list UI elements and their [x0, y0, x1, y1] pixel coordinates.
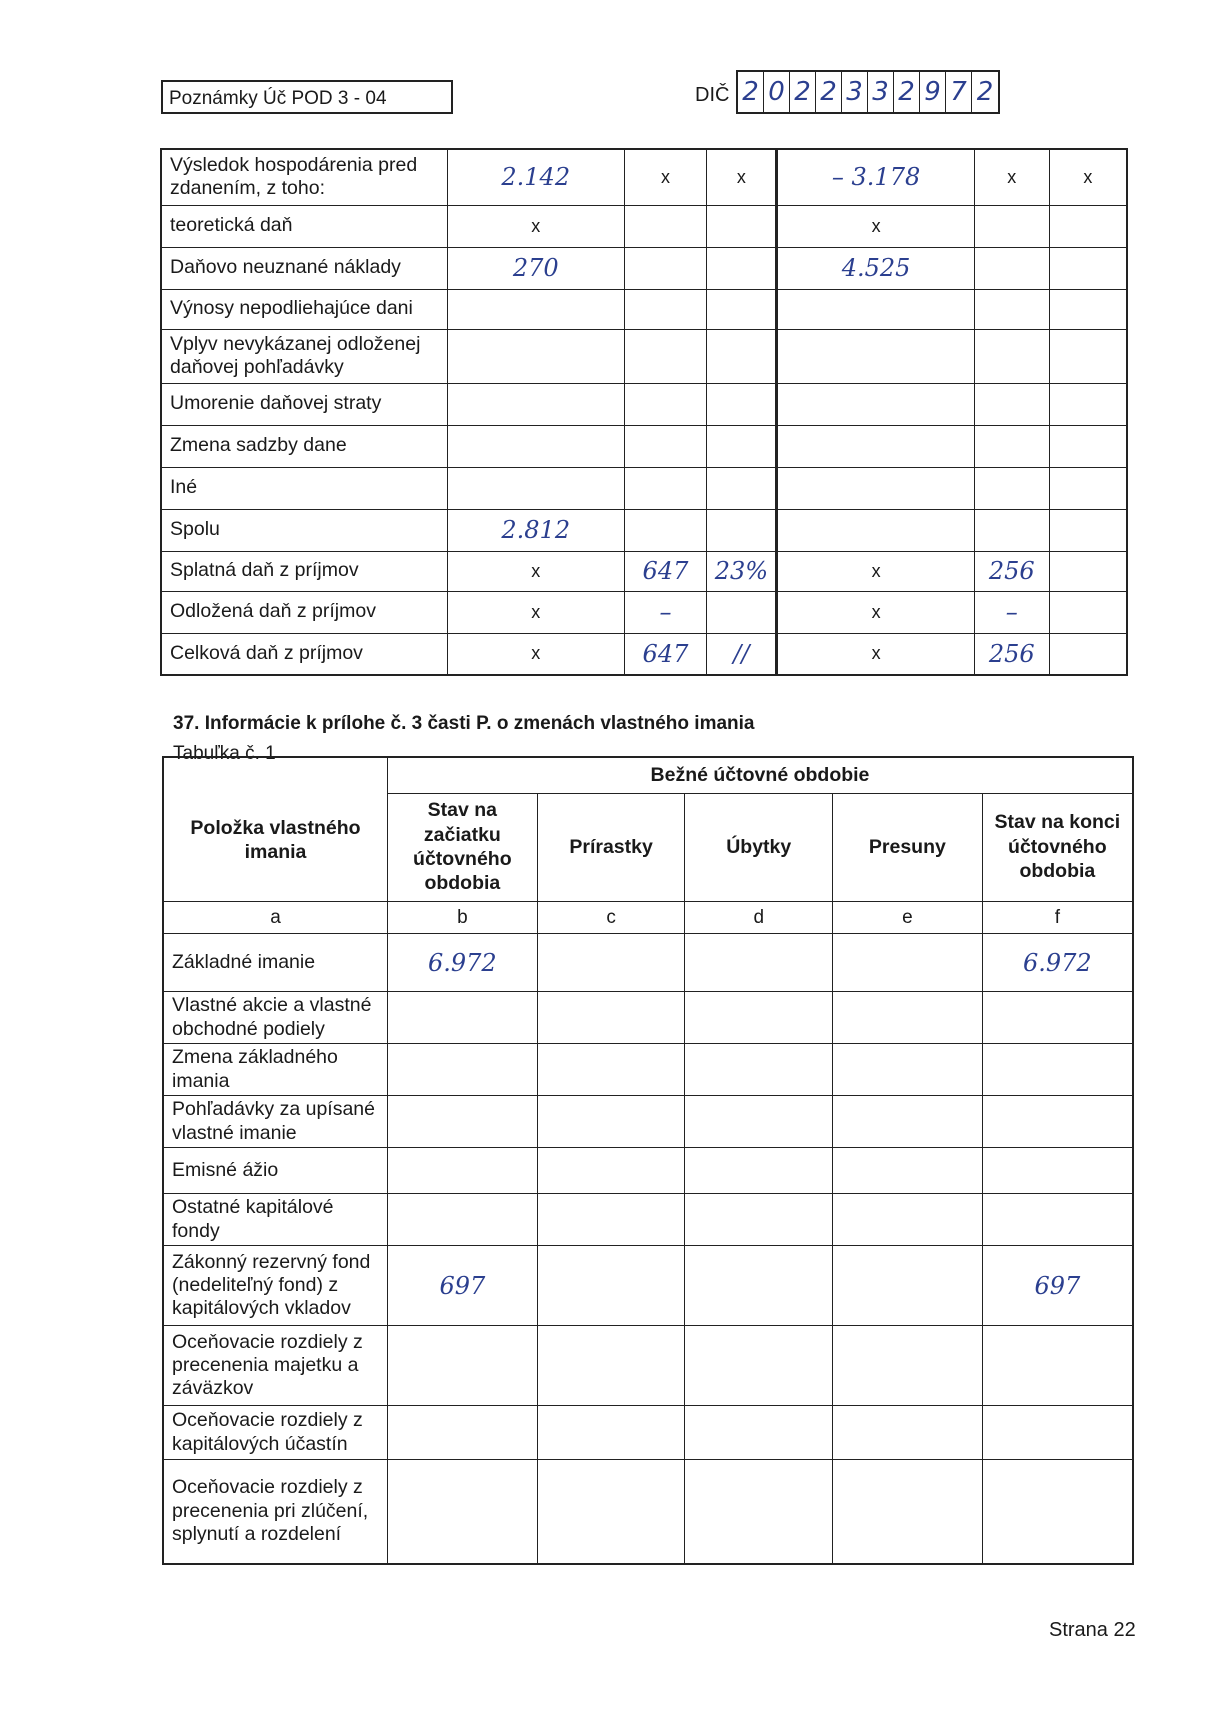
equity-row-label: Oceňovacie rozdiely z precenenia pri zlúčení, splynutí a rozdelení — [163, 1460, 387, 1564]
dic-digit: 2 — [816, 72, 842, 112]
tax-cell — [777, 509, 975, 551]
tax-row — [161, 383, 1127, 425]
section-title: 37. Informácie k prílohe č. 3 časti P. o zmenách vlastného imania — [173, 713, 755, 734]
tax-cell — [777, 383, 975, 425]
equity-cell — [833, 1246, 983, 1326]
tax-row — [161, 329, 1127, 383]
tax-cell — [707, 509, 777, 551]
tax-cell — [707, 467, 777, 509]
tax-cell — [777, 467, 975, 509]
tax-cell — [707, 425, 777, 467]
equity-cell — [833, 992, 983, 1044]
tax-row — [161, 205, 1127, 247]
equity-cell — [685, 1194, 833, 1246]
equity-row — [163, 1044, 1133, 1096]
equity-cell — [685, 934, 833, 992]
tax-cell: x — [777, 633, 975, 675]
equity-cell — [537, 1194, 685, 1246]
dic-digit: 7 — [946, 72, 972, 112]
tax-cell — [624, 383, 707, 425]
dic-digit: 2 — [738, 72, 764, 112]
equity-row-label: Pohľadávky za upísané vlastné imanie — [163, 1096, 387, 1148]
tax-row-label: Iné — [161, 467, 447, 509]
dic-digit: 2 — [894, 72, 920, 112]
equity-cell — [833, 934, 983, 992]
column-header-decreases: Úbytky — [685, 793, 833, 901]
tax-cell: x — [624, 149, 707, 205]
equity-row-label: Oceňovacie rozdiely z kapitálových účastín — [163, 1406, 387, 1460]
column-header-transfers: Presuny — [833, 793, 983, 901]
tax-cell — [974, 509, 1049, 551]
tax-cell — [624, 247, 707, 289]
equity-cell — [833, 1406, 983, 1460]
equity-row-label: Základné imanie — [163, 934, 387, 992]
equity-row-label: Emisné ážio — [163, 1148, 387, 1194]
column-letter: f — [982, 901, 1133, 934]
tax-cell: 2.142 — [447, 149, 624, 205]
equity-cell — [537, 1096, 685, 1148]
tax-row — [161, 149, 1127, 205]
column-letter: b — [387, 901, 537, 934]
tax-cell — [1049, 551, 1127, 591]
tax-row — [161, 467, 1127, 509]
dic-digit: 0 — [764, 72, 790, 112]
equity-cell — [685, 1406, 833, 1460]
tax-cell — [777, 329, 975, 383]
equity-row-label: Zmena základného imania — [163, 1044, 387, 1096]
tax-cell — [1049, 425, 1127, 467]
equity-row — [163, 934, 1133, 992]
tax-cell — [1049, 383, 1127, 425]
tax-cell — [1049, 247, 1127, 289]
tax-cell: x — [1049, 149, 1127, 205]
equity-row — [163, 1148, 1133, 1194]
tax-row — [161, 591, 1127, 633]
tax-row-label: Daňovo neuznané náklady — [161, 247, 447, 289]
tax-cell — [974, 383, 1049, 425]
equity-cell — [537, 1148, 685, 1194]
tax-row-label: Celková daň z príjmov — [161, 633, 447, 675]
tax-reconciliation-table — [160, 148, 1128, 676]
equity-cell — [387, 992, 537, 1044]
tax-cell — [1049, 289, 1127, 329]
tax-cell — [447, 425, 624, 467]
equity-cell — [387, 1326, 537, 1406]
equity-cell — [833, 1044, 983, 1096]
tax-cell: – — [624, 591, 707, 633]
tax-cell — [447, 289, 624, 329]
tax-cell: 270 — [447, 247, 624, 289]
equity-cell — [685, 992, 833, 1044]
tax-cell: x — [707, 149, 777, 205]
equity-cell — [982, 1406, 1133, 1460]
equity-cell — [982, 1326, 1133, 1406]
equity-row-label: Zákonný rezervný fond (nedeliteľný fond) z kapitálových vkladov — [163, 1246, 387, 1326]
tax-cell: x — [777, 591, 975, 633]
equity-cell — [387, 1148, 537, 1194]
tax-cell — [707, 205, 777, 247]
tax-cell — [624, 329, 707, 383]
tax-row-label: Umorenie daňovej straty — [161, 383, 447, 425]
equity-cell — [537, 1460, 685, 1564]
tax-cell — [624, 509, 707, 551]
equity-cell: 6.972 — [982, 934, 1133, 992]
tax-cell: 2.812 — [447, 509, 624, 551]
tax-cell — [974, 329, 1049, 383]
column-header-item-label: Položka vlastného imania — [190, 817, 361, 864]
equity-cell — [833, 1460, 983, 1564]
equity-cell — [833, 1194, 983, 1246]
column-header-start: Stav na začiatku účtovného obdobia — [387, 793, 537, 901]
equity-row — [163, 1460, 1133, 1564]
tax-cell — [777, 289, 975, 329]
tax-cell — [624, 289, 707, 329]
tax-cell — [447, 383, 624, 425]
tax-cell: x — [447, 205, 624, 247]
tax-cell — [624, 205, 707, 247]
equity-cell — [982, 1460, 1133, 1564]
tax-cell: 647 — [624, 633, 707, 675]
equity-cell — [982, 1096, 1133, 1148]
tax-cell — [974, 289, 1049, 329]
tax-cell: 4.525 — [777, 247, 975, 289]
equity-cell — [685, 1096, 833, 1148]
tax-cell: x — [974, 149, 1049, 205]
notes-form-label: Poznámky Úč POD 3 - 04 — [161, 80, 453, 114]
column-letter: d — [685, 901, 833, 934]
tax-row-label: Odložená daň z príjmov — [161, 591, 447, 633]
tax-cell: 256 — [974, 633, 1049, 675]
column-header-item — [163, 757, 387, 901]
tax-row — [161, 633, 1127, 675]
tax-cell — [1049, 591, 1127, 633]
tax-row-label: teoretická daň — [161, 205, 447, 247]
equity-cell — [685, 1460, 833, 1564]
equity-cell — [387, 1460, 537, 1564]
equity-cell — [685, 1148, 833, 1194]
equity-cell — [387, 1096, 537, 1148]
tax-cell: – — [974, 591, 1049, 633]
equity-cell — [833, 1096, 983, 1148]
tax-row — [161, 551, 1127, 591]
dic-digit: 3 — [868, 72, 894, 112]
equity-cell: 697 — [982, 1246, 1133, 1326]
equity-changes-table — [162, 756, 1134, 1565]
equity-row — [163, 1194, 1133, 1246]
equity-cell — [982, 1044, 1133, 1096]
tax-row — [161, 289, 1127, 329]
tax-cell — [707, 247, 777, 289]
tax-cell: x — [447, 591, 624, 633]
tax-cell — [974, 467, 1049, 509]
equity-cell — [387, 1194, 537, 1246]
equity-row — [163, 1246, 1133, 1326]
column-letter: c — [537, 901, 685, 934]
equity-cell — [537, 1246, 685, 1326]
equity-cell — [982, 1148, 1133, 1194]
equity-row — [163, 1326, 1133, 1406]
equity-cell — [833, 1148, 983, 1194]
equity-cell — [833, 1326, 983, 1406]
tax-row-label: Splatná daň z príjmov — [161, 551, 447, 591]
tax-cell: x — [777, 205, 975, 247]
column-header-additions: Prírastky — [537, 793, 685, 901]
tax-cell: x — [447, 551, 624, 591]
tax-row-label: Zmena sadzby dane — [161, 425, 447, 467]
tax-cell: 23% — [707, 551, 777, 591]
dic-digit: 3 — [842, 72, 868, 112]
tax-cell — [447, 467, 624, 509]
column-letter: a — [163, 901, 387, 934]
tax-cell — [1049, 509, 1127, 551]
equity-cell — [387, 1406, 537, 1460]
equity-cell — [537, 934, 685, 992]
equity-cell: 697 — [387, 1246, 537, 1326]
equity-row — [163, 1096, 1133, 1148]
page-number: Strana 22 — [1049, 1619, 1136, 1641]
equity-cell — [685, 1044, 833, 1096]
tax-cell — [707, 383, 777, 425]
tax-cell: x — [447, 633, 624, 675]
tax-row-label: Spolu — [161, 509, 447, 551]
tax-cell — [1049, 467, 1127, 509]
equity-cell — [685, 1326, 833, 1406]
equity-row — [163, 992, 1133, 1044]
equity-row-label: Oceňovacie rozdiely z precenenia majetku a záväzkov — [163, 1326, 387, 1406]
equity-cell: 6.972 — [387, 934, 537, 992]
tax-cell — [1049, 205, 1127, 247]
equity-cell — [537, 1044, 685, 1096]
tax-cell — [974, 247, 1049, 289]
equity-row-label: Ostatné kapitálové fondy — [163, 1194, 387, 1246]
tax-cell — [974, 425, 1049, 467]
equity-cell — [685, 1246, 833, 1326]
tax-cell — [707, 591, 777, 633]
tax-cell — [707, 329, 777, 383]
tax-cell: // — [707, 633, 777, 675]
tax-cell: x — [777, 551, 975, 591]
tax-row — [161, 247, 1127, 289]
tax-row — [161, 509, 1127, 551]
tax-cell — [447, 329, 624, 383]
column-header-end: Stav na konci účtovného obdobia — [982, 793, 1133, 901]
tax-row — [161, 425, 1127, 467]
tax-row-label: Výnosy nepodliehajúce dani — [161, 289, 447, 329]
dic-number-boxes — [736, 70, 1000, 114]
section-subtitle: Tabuľka č. 1 — [173, 743, 276, 764]
tax-cell: 256 — [974, 551, 1049, 591]
period-header: Bežné účtovné obdobie — [387, 757, 1133, 793]
tax-row-label: Vplyv nevykázanej odloženej daňovej pohľadávky — [161, 329, 447, 383]
equity-cell — [537, 992, 685, 1044]
equity-row — [163, 1406, 1133, 1460]
tax-cell — [624, 467, 707, 509]
tax-cell: 647 — [624, 551, 707, 591]
equity-cell — [537, 1326, 685, 1406]
tax-row-label: Výsledok hospodárenia pred zdanením, z toho: — [161, 149, 447, 205]
dic-digit: 2 — [790, 72, 816, 112]
equity-cell — [982, 992, 1133, 1044]
tax-cell — [707, 289, 777, 329]
tax-cell — [777, 425, 975, 467]
equity-row-label: Vlastné akcie a vlastné obchodné podiely — [163, 992, 387, 1044]
tax-cell: – 3.178 — [777, 149, 975, 205]
tax-cell — [974, 205, 1049, 247]
tax-cell — [624, 425, 707, 467]
equity-cell — [537, 1406, 685, 1460]
dic-digit: 9 — [920, 72, 946, 112]
dic-label: DIČ — [695, 84, 730, 106]
equity-cell — [387, 1044, 537, 1096]
tax-cell — [1049, 633, 1127, 675]
equity-cell — [982, 1194, 1133, 1246]
column-letter: e — [833, 901, 983, 934]
dic-digit: 2 — [976, 77, 994, 107]
tax-cell — [1049, 329, 1127, 383]
